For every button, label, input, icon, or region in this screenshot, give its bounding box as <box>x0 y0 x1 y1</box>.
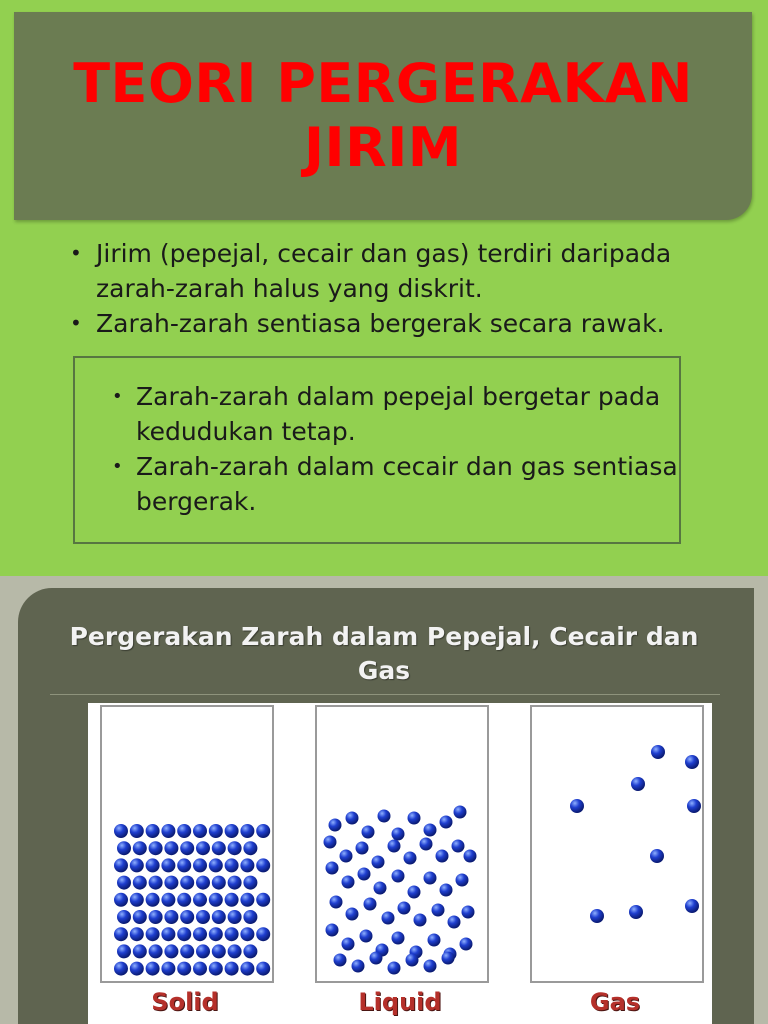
solid-particle <box>209 927 223 941</box>
solid-particle <box>130 962 144 976</box>
solid-particle <box>240 962 254 976</box>
solid-particle <box>177 893 191 907</box>
gas-particle <box>570 799 584 813</box>
slide-2-title: Pergerakan Zarah dalam Pepejal, Cecair dan Gas <box>69 622 699 685</box>
liquid-particle <box>392 932 405 945</box>
solid-particle <box>149 944 163 958</box>
liquid-particle <box>406 954 419 967</box>
gas-particle <box>651 745 665 759</box>
gas-particle <box>629 905 643 919</box>
solid-particle <box>196 841 210 855</box>
solid-particle <box>161 893 175 907</box>
solid-particle <box>149 841 163 855</box>
liquid-particle <box>342 876 355 889</box>
liquid-particle <box>392 828 405 841</box>
liquid-particle <box>342 938 355 951</box>
liquid-particle <box>440 816 453 829</box>
solid-particle <box>228 841 242 855</box>
solid-particle <box>209 893 223 907</box>
liquid-particle <box>388 840 401 853</box>
solid-particle <box>117 910 131 924</box>
liquid-particle <box>452 840 465 853</box>
liquid-particle <box>334 954 347 967</box>
liquid-particle <box>448 916 461 929</box>
liquid-particle <box>428 934 441 947</box>
solid-particle <box>193 858 207 872</box>
liquid-particle <box>352 960 365 973</box>
solid-particle <box>225 927 239 941</box>
solid-particle <box>240 927 254 941</box>
solid-particle <box>193 893 207 907</box>
solid-particle <box>243 841 257 855</box>
liquid-particle <box>454 806 467 819</box>
solid-particle <box>256 858 270 872</box>
gas-particle <box>650 849 664 863</box>
liquid-particle <box>440 884 453 897</box>
solid-particle <box>149 910 163 924</box>
liquid-particle <box>442 952 455 965</box>
solid-particle <box>212 841 226 855</box>
liquid-particle <box>414 914 427 927</box>
solid-particle <box>225 824 239 838</box>
bullet-text: Jirim (pepejal, cecair dan gas) terdiri daripada zarah-zarah halus yang diskrit. <box>96 239 672 303</box>
liquid-particle <box>382 912 395 925</box>
solid-particle <box>117 944 131 958</box>
solid-particle <box>212 910 226 924</box>
liquid-particle <box>408 886 421 899</box>
bullet-dot-icon: • <box>112 386 123 407</box>
solid-particle <box>164 876 178 890</box>
solid-particle <box>161 824 175 838</box>
solid-particle <box>209 858 223 872</box>
solid-particle <box>146 927 160 941</box>
liquid-particle <box>326 924 339 937</box>
solid-particle <box>177 927 191 941</box>
solid-particle <box>146 824 160 838</box>
solid-particle <box>180 944 194 958</box>
solid-particle <box>243 876 257 890</box>
bullet-dot-icon: • <box>112 456 123 477</box>
bullet-text: Zarah-zarah sentiasa bergerak secara rawak. <box>96 309 665 338</box>
solid-particle <box>193 962 207 976</box>
solid-label: Solid <box>151 988 219 1016</box>
liquid-particle <box>329 819 342 832</box>
solid-particle <box>209 824 223 838</box>
solid-particle <box>146 858 160 872</box>
liquid-particle <box>330 896 343 909</box>
solid-particle <box>196 910 210 924</box>
solid-particle <box>114 962 128 976</box>
solid-particle <box>180 841 194 855</box>
solid-particle <box>228 910 242 924</box>
liquid-particle <box>420 838 433 851</box>
liquid-particle <box>346 812 359 825</box>
solid-particle <box>164 944 178 958</box>
bullet-dot-icon: • <box>70 241 82 265</box>
solid-particle <box>212 944 226 958</box>
slide-title-line-1: TEORI PERGERAKAN <box>73 52 693 115</box>
solid-particle <box>243 910 257 924</box>
liquid-particle <box>424 824 437 837</box>
liquid-particle <box>408 812 421 825</box>
liquid-particle <box>378 810 391 823</box>
solid-particle <box>130 858 144 872</box>
solid-particle <box>130 893 144 907</box>
solid-particle <box>256 893 270 907</box>
liquid-particle <box>374 882 387 895</box>
liquid-particle <box>370 952 383 965</box>
solid-particle <box>130 927 144 941</box>
solid-particle <box>177 858 191 872</box>
liquid-label: Liquid <box>358 988 442 1016</box>
solid-particle <box>133 876 147 890</box>
solid-particle <box>177 824 191 838</box>
solid-particle <box>193 824 207 838</box>
liquid-particle <box>324 836 337 849</box>
solid-particle <box>133 910 147 924</box>
solid-particle <box>209 962 223 976</box>
sub-bullet-text: Zarah-zarah dalam cecair dan gas sentiasa bergerak. <box>136 452 678 516</box>
liquid-particle <box>388 962 401 975</box>
solid-particle <box>177 962 191 976</box>
slide-title-line-2: JIRIM <box>303 116 463 179</box>
gas-particle <box>687 799 701 813</box>
sub-bullet-text: Zarah-zarah dalam pepejal bergetar pada kedudukan tetap. <box>136 382 661 446</box>
liquid-particle <box>462 906 475 919</box>
solid-particle <box>228 944 242 958</box>
gas-particle <box>590 909 604 923</box>
liquid-particle <box>404 852 417 865</box>
liquid-particle <box>356 842 369 855</box>
solid-particle <box>161 962 175 976</box>
solid-particle <box>117 876 131 890</box>
solid-particle <box>149 876 163 890</box>
solid-particle <box>133 841 147 855</box>
solid-particle <box>193 927 207 941</box>
liquid-particle <box>364 898 377 911</box>
solid-particle <box>196 876 210 890</box>
solid-particle <box>114 824 128 838</box>
liquid-particle <box>362 826 375 839</box>
solid-particle <box>114 858 128 872</box>
solid-particle <box>256 962 270 976</box>
solid-particle <box>240 858 254 872</box>
solid-particle <box>225 893 239 907</box>
liquid-particle <box>358 868 371 881</box>
gas-particle <box>631 777 645 791</box>
solid-particle <box>225 858 239 872</box>
solid-particle <box>180 876 194 890</box>
solid-particle <box>256 824 270 838</box>
solid-particle <box>240 893 254 907</box>
solid-particle <box>161 858 175 872</box>
solid-particle <box>164 841 178 855</box>
solid-particle <box>114 893 128 907</box>
liquid-particle <box>398 902 411 915</box>
solid-particle <box>180 910 194 924</box>
solid-particle <box>228 876 242 890</box>
solid-particle <box>117 841 131 855</box>
solid-particle <box>240 824 254 838</box>
solid-particle <box>243 944 257 958</box>
gas-particle <box>685 755 699 769</box>
gas-label: Gas <box>589 988 641 1016</box>
solid-particle <box>256 927 270 941</box>
liquid-particle <box>460 938 473 951</box>
liquid-particle <box>424 960 437 973</box>
gas-particle <box>685 899 699 913</box>
solid-particle <box>161 927 175 941</box>
bullet-dot-icon: • <box>70 311 82 335</box>
liquid-particle <box>372 856 385 869</box>
solid-particle <box>196 944 210 958</box>
liquid-particle <box>392 870 405 883</box>
solid-particle <box>130 824 144 838</box>
solid-particle <box>133 944 147 958</box>
liquid-particle <box>346 908 359 921</box>
solid-particle <box>225 962 239 976</box>
liquid-particle <box>464 850 477 863</box>
liquid-particle <box>424 872 437 885</box>
liquid-particle <box>326 862 339 875</box>
liquid-particle <box>340 850 353 863</box>
solid-particle <box>212 876 226 890</box>
solid-particle <box>146 962 160 976</box>
liquid-particle <box>436 850 449 863</box>
liquid-particle <box>456 874 469 887</box>
solid-particle <box>146 893 160 907</box>
liquid-particle <box>432 904 445 917</box>
solid-particle <box>164 910 178 924</box>
liquid-particle <box>360 930 373 943</box>
solid-particle <box>114 927 128 941</box>
